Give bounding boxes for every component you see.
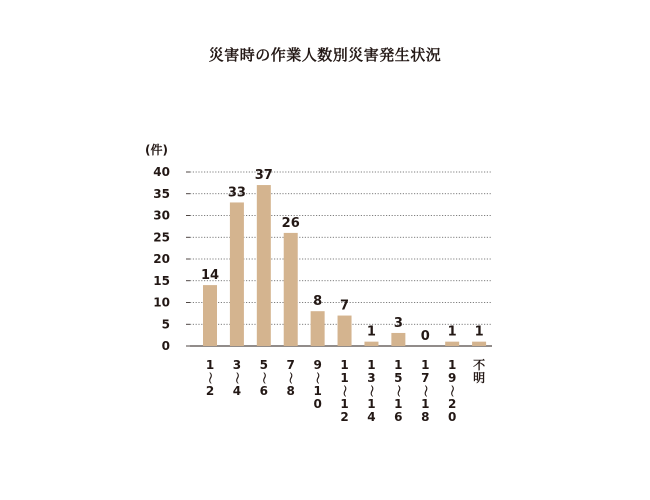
x-tick-label-char: 〜 <box>391 384 406 398</box>
x-tick-label-char: 9 <box>448 371 457 385</box>
chart-title: 災害時の作業人数別災害発生状況 <box>208 46 442 64</box>
x-tick-label-char: 1 <box>394 358 403 372</box>
bar <box>257 185 271 346</box>
value-label: 26 <box>281 215 300 231</box>
value-label: 8 <box>313 294 323 310</box>
y-tick-label: 30 <box>153 208 170 223</box>
value-label: 7 <box>340 298 350 314</box>
bar <box>472 342 486 346</box>
y-axis-ticks <box>153 165 190 353</box>
x-tick-label-char: 1 <box>340 358 349 372</box>
x-tick-label-char: 〜 <box>418 384 433 398</box>
y-tick-label: 15 <box>153 273 170 288</box>
x-tick-label-char: 3 <box>232 358 242 372</box>
x-tick-label-char: 2 <box>205 384 215 398</box>
x-tick-label-char: 不 <box>473 358 486 372</box>
bar <box>203 285 217 346</box>
x-tick-label-char: 3 <box>367 371 376 385</box>
x-tick-label-char: 4 <box>367 410 376 424</box>
x-tick-label-char: 0 <box>448 410 457 424</box>
x-tick-label-char: 〜 <box>310 371 325 385</box>
x-tick-label-char: 〜 <box>256 371 271 385</box>
y-tick-label: 40 <box>153 165 170 179</box>
x-tick-label-char: 1 <box>367 397 376 411</box>
x-tick-label-char: 1 <box>340 371 349 385</box>
y-tick-label: 25 <box>153 230 170 245</box>
x-tick-label-char: 明 <box>473 371 486 385</box>
value-label: 37 <box>254 168 273 184</box>
x-tick-label-char: 〜 <box>337 384 352 398</box>
value-label: 1 <box>447 324 457 340</box>
x-tick-label-char: 1 <box>367 358 376 372</box>
x-tick-label-char: 5 <box>259 358 268 372</box>
x-tick-label-char: 7 <box>286 358 295 372</box>
x-tick-label-char: 2 <box>448 397 457 411</box>
x-tick-label-char: 1 <box>394 397 403 411</box>
x-tick-label-char: 5 <box>394 371 403 385</box>
bar <box>284 233 298 346</box>
x-axis-labels <box>203 357 485 424</box>
x-tick-label-char: 〜 <box>445 384 460 398</box>
x-tick-label-char: 1 <box>313 384 322 398</box>
value-label: 3 <box>393 315 403 331</box>
x-tick-label-char: 0 <box>313 397 322 411</box>
x-tick-label-char: 1 <box>340 397 349 411</box>
bar <box>391 333 405 346</box>
value-label: 1 <box>366 324 376 340</box>
bar <box>230 202 244 346</box>
bar <box>311 311 325 346</box>
x-tick-label-char: 1 <box>205 358 215 372</box>
x-tick-label-char: 1 <box>448 358 457 372</box>
y-axis-unit-label: (件) <box>145 143 168 157</box>
x-tick-label-char: 6 <box>394 410 403 424</box>
x-tick-label-char: 9 <box>313 358 322 372</box>
bar <box>445 342 459 346</box>
x-tick-label-char: 〜 <box>364 384 379 398</box>
x-tick-label-char: 1 <box>421 397 430 411</box>
y-tick-label: 5 <box>161 317 170 332</box>
bar <box>364 342 378 346</box>
y-tick-label: 35 <box>153 186 170 201</box>
x-tick-label-char: 〜 <box>283 371 298 385</box>
x-tick-label-char: 〜 <box>203 371 217 385</box>
y-tick-label: 0 <box>161 339 170 353</box>
x-tick-label-char: 8 <box>421 410 430 424</box>
y-tick-label: 10 <box>153 295 170 310</box>
value-label: 33 <box>227 185 246 201</box>
bars <box>200 185 486 346</box>
x-tick-label-char: 1 <box>421 358 430 372</box>
x-tick-label-char: 8 <box>286 384 295 398</box>
x-tick-label-char: 〜 <box>229 371 244 385</box>
value-label: 14 <box>200 268 220 284</box>
x-tick-label-char: 2 <box>340 410 349 424</box>
y-tick-label: 20 <box>153 252 170 266</box>
x-tick-label-char: 4 <box>232 384 242 398</box>
value-label: 0 <box>420 329 430 344</box>
x-tick-label-char: 7 <box>421 371 430 385</box>
bar <box>338 316 352 346</box>
x-tick-label-char: 6 <box>259 384 268 398</box>
value-label: 1 <box>474 324 484 340</box>
